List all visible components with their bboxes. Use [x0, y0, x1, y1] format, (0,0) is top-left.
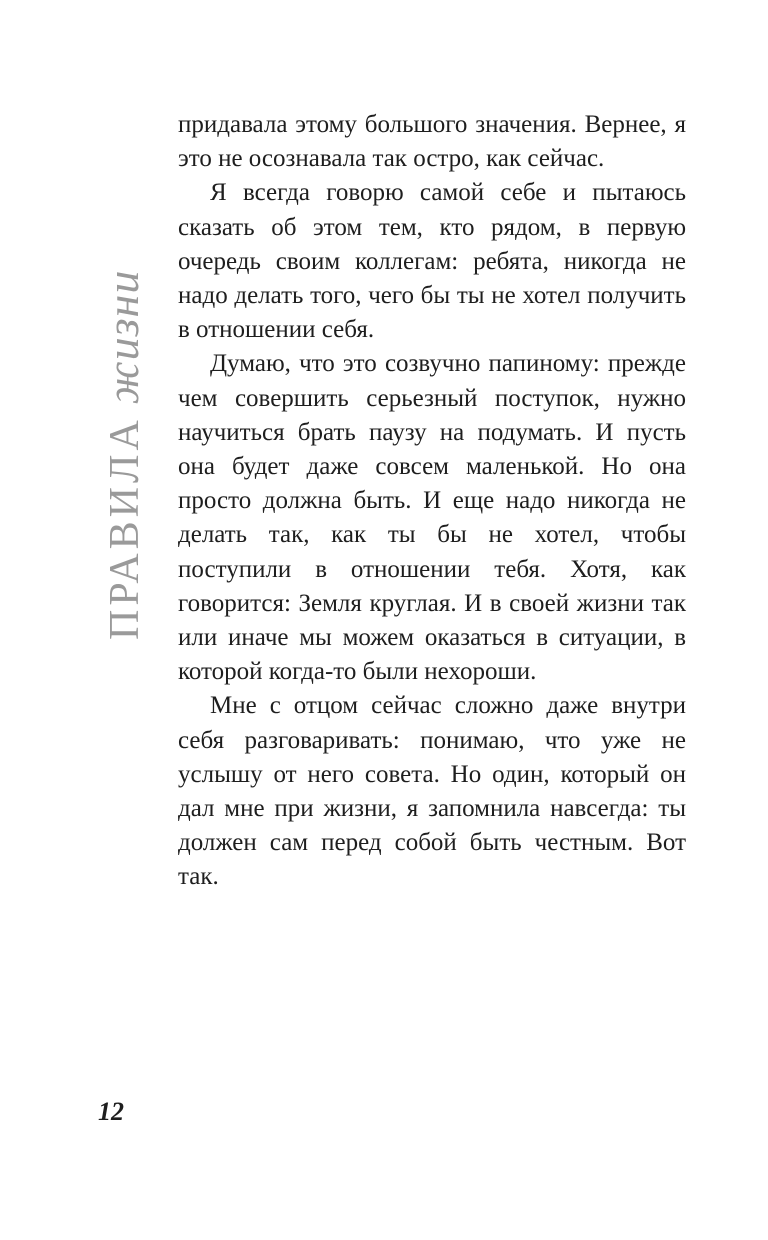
running-title-italic: жизни	[97, 269, 148, 405]
paragraph-1: придавала этому большого значения. Вернее, я это не осознавала так остро, как сейчас.	[178, 111, 686, 173]
paragraph-2: Я всегда говорю самой себе и пытаюсь сказать об этом тем, кто рядом, в первую очередь своим коллегам: ребята, никогда не надо делать того, чего бы ты не хотел получить в отношении себя.	[178, 179, 686, 344]
body-text	[178, 108, 686, 895]
page-number: 12	[98, 1097, 124, 1126]
running-title-caps: ПРАВИЛА	[102, 416, 148, 640]
paragraph-3: Думаю, что это созвучно папиному: прежде чем совершить серьезный поступок, нужно научиться брать паузу на подумать. И пусть она будет даже совсем маленькой. Но она просто должна быть. И еще надо никогда не делать так, как ты бы не хотел, чтобы поступили в отношении тебя. Хотя, как говорится: Земля круглая. И в своей жизни так или иначе мы можем оказаться в ситуации, в которой когда-то были нехороши.	[178, 350, 686, 686]
running-title	[97, 269, 148, 640]
paragraph-4: Мне с отцом сейчас сложно даже внутри себя разговаривать: понимаю, что уже не услышу от него совета. Но один, который он дал мне при жизни, я запомнила навсегда: ты должен сам перед собой быть честным. Вот так.	[178, 692, 686, 891]
